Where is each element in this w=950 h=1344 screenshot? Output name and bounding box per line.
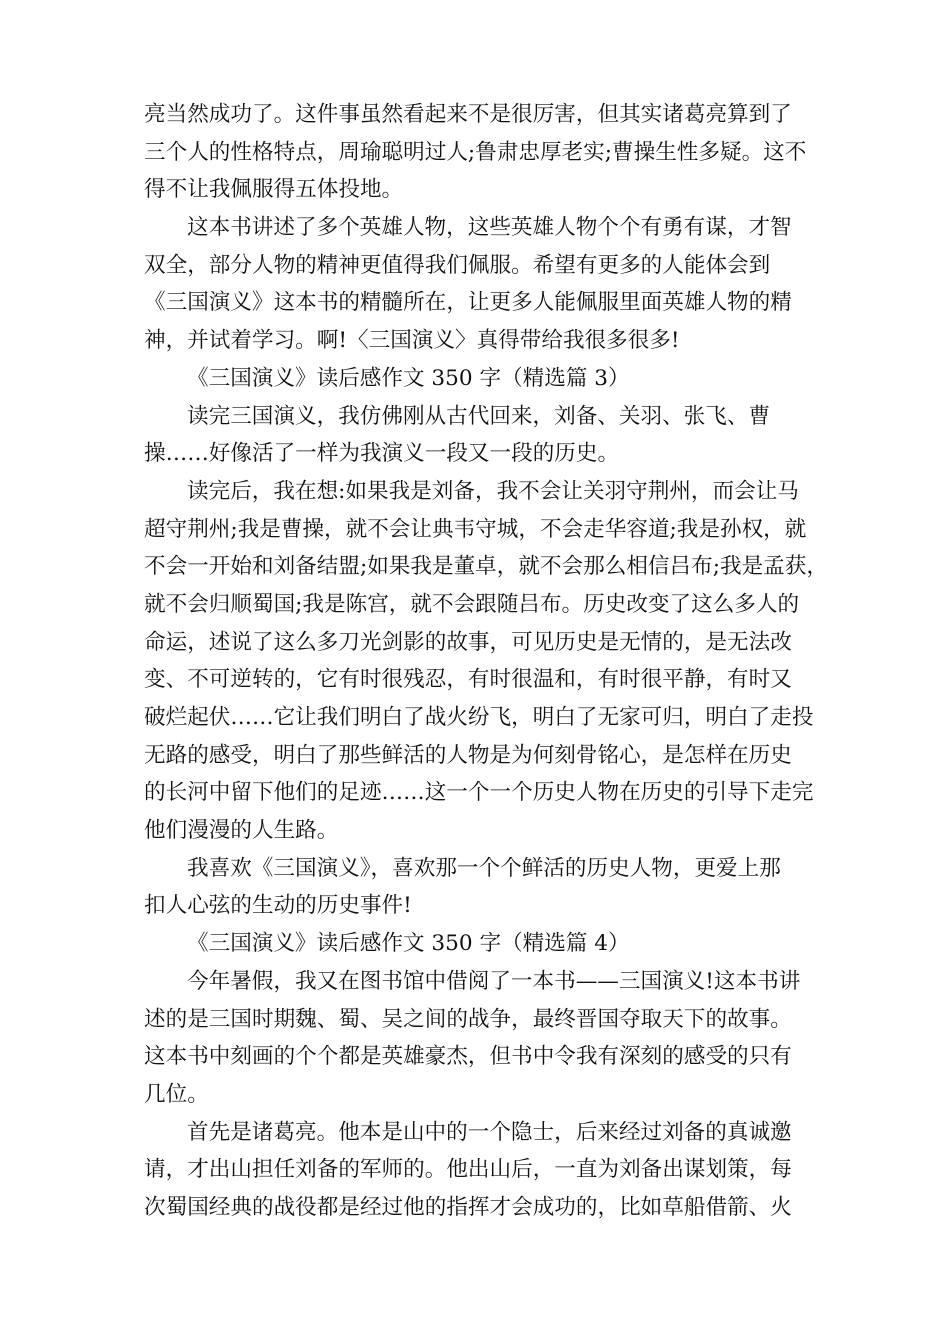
text-line: 请，才出山担任刘备的军师的。他出山后，一直为刘备出谋划策，每: [144, 1157, 792, 1183]
text-line: 我喜欢《三国演义》，喜欢那一个个鲜活的历史人物，更爱上那: [187, 855, 781, 881]
text-line: 几位。: [144, 1081, 209, 1107]
text-line: 操……好像活了一样为我演义一段又一段的历史。: [144, 441, 620, 467]
text-line: 今年暑假，我又在图书馆中借阅了一本书——三国演义!这本书讲: [187, 968, 801, 994]
text-line: 《三国演义》这本书的精髓所在，让更多人能佩服里面英雄人物的精: [144, 290, 792, 316]
text-line: 《三国演义》读后感作文 350 字（精选篇 3）: [187, 365, 630, 391]
text-line: 三个人的性格特点，周瑜聪明过人;鲁肃忠厚老实;曹操生性多疑。这不: [144, 139, 807, 165]
text-line: 这本书中刻画的个个都是英雄豪杰，但书中令我有深刻的感受的只有: [144, 1044, 792, 1070]
text-line: 《三国演义》读后感作文 350 字（精选篇 4）: [187, 931, 630, 957]
text-line: 首先是诸葛亮。他本是山中的一个隐士，后来经过刘备的真诚邀: [187, 1119, 792, 1145]
text-line: 读完三国演义，我仿佛刚从古代回来，刘备、关羽、张飞、曹: [187, 403, 771, 429]
text-line: 变、不可逆转的，它有时很残忍，有时很温和，有时很平静，有时又: [144, 667, 792, 693]
document-body: [0, 96, 950, 1227]
text-line: 次蜀国经典的战役都是经过他的指挥才会成功的，比如草船借箭、火: [144, 1194, 792, 1220]
text-line: 就不会归顺蜀国;我是陈宫，就不会跟随吕布。历史改变了这么多人的: [144, 591, 800, 617]
text-line: 得不让我佩服得五体投地。: [144, 177, 404, 203]
text-line: 无路的感受，明白了那些鲜活的人物是为何刻骨铭心，是怎样在历史: [144, 742, 792, 768]
text-line: 述的是三国时期魏、蜀、吴之间的战争，最终晋国夺取天下的故事。: [144, 1006, 792, 1032]
text-line: 扣人心弦的生动的历史事件!: [144, 893, 412, 919]
text-line: 读完后，我在想:如果我是刘备，我不会让关羽守荆州，而会让马: [187, 478, 799, 504]
text-line: 神，并试着学习。啊!〈三国演义〉真得带给我很多很多!: [144, 328, 680, 354]
text-line: 不会一开始和刘备结盟;如果我是董卓，就不会那么相信吕布;我是孟获，: [144, 554, 828, 580]
text-line: 这本书讲述了多个英雄人物，这些英雄人物个个有勇有谋，才智: [187, 215, 792, 241]
text-line: 破烂起伏……它让我们明白了战火纷飞，明白了无家可归，明白了走投: [144, 705, 814, 730]
text-line: 亮当然成功了。这件事虽然看起来不是很厉害，但其实诸葛亮算到了: [144, 102, 792, 127]
text-line: 的长河中留下他们的足迹……这一个一个历史人物在历史的引导下走完: [144, 780, 814, 806]
text-line: 命运，述说了这么多刀光剑影的故事，可见历史是无情的，是无法改: [144, 629, 792, 655]
text-line: 他们漫漫的人生路。: [144, 818, 339, 844]
text-line: 双全，部分人物的精神更值得我们佩服。希望有更多的人能体会到: [144, 252, 771, 278]
text-line: 超守荆州;我是曹操，就不会让典韦守城，不会走华容道;我是孙权，就: [144, 516, 807, 542]
